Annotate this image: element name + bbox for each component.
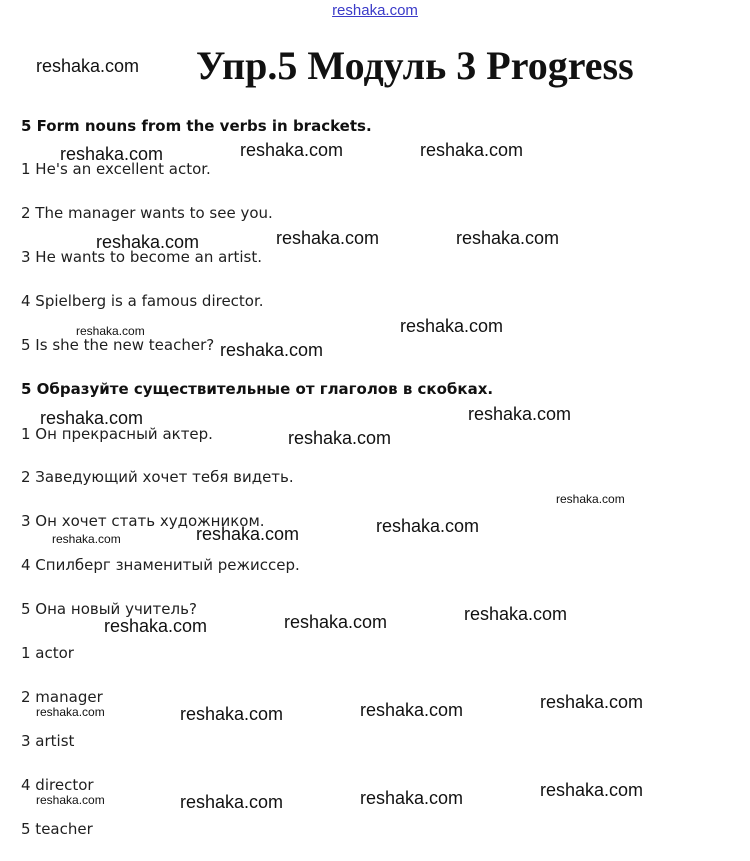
- watermark: reshaka.com: [284, 612, 388, 632]
- watermark: reshaka.com: [96, 232, 200, 252]
- sentence-en-1: 1 He's an excellent actor.: [21, 160, 211, 178]
- sentence-ru-5: 5 Она новый учитель?: [21, 600, 197, 618]
- watermark: reshaka.com: [360, 700, 464, 720]
- watermark: reshaka.com: [540, 780, 644, 800]
- watermark: reshaka.com: [464, 604, 568, 624]
- answer-5: 5 teacher: [21, 820, 93, 838]
- answer-3: 3 artist: [21, 732, 75, 750]
- page-title: Упр.5 Модуль 3 Progress: [196, 43, 634, 88]
- watermark: reshaka.com: [376, 516, 480, 536]
- sentence-en-3: 3 He wants to become an artist.: [21, 248, 262, 266]
- watermark: reshaka.com: [60, 144, 164, 164]
- sentence-ru-3: 3 Он хочет стать художником.: [21, 512, 265, 530]
- watermark: reshaka.com: [288, 428, 392, 448]
- watermark: reshaka.com: [360, 788, 464, 808]
- sentence-ru-2: 2 Заведующий хочет тебя видеть.: [21, 468, 294, 486]
- answer-1: 1 actor: [21, 644, 74, 662]
- watermark: reshaka.com: [468, 404, 572, 424]
- watermark: reshaka.com: [180, 704, 284, 724]
- watermark: reshaka.com: [40, 408, 144, 428]
- instruction-russian: 5 Образуйте существительные от глаголов в скобках.: [21, 380, 494, 398]
- answer-2: 2 manager: [21, 688, 103, 706]
- watermark: reshaka.com: [240, 140, 344, 160]
- sentence-ru-4: 4 Спилберг знаменитый режиссер.: [21, 556, 300, 574]
- watermark: reshaka.com: [420, 140, 524, 160]
- watermark: reshaka.com: [36, 793, 105, 807]
- top-site-link[interactable]: reshaka.com: [332, 2, 418, 19]
- watermark: reshaka.com: [196, 524, 300, 544]
- watermark: reshaka.com: [76, 324, 145, 338]
- watermark: reshaka.com: [180, 792, 284, 812]
- watermark: reshaka.com: [540, 692, 644, 712]
- sentence-en-2: 2 The manager wants to see you.: [21, 204, 273, 222]
- watermark: reshaka.com: [36, 705, 105, 719]
- watermark: reshaka.com: [220, 340, 324, 360]
- watermark: reshaka.com: [52, 532, 121, 546]
- instruction-english: 5 Form nouns from the verbs in brackets.: [21, 117, 372, 135]
- watermark: reshaka.com: [276, 228, 380, 248]
- watermark: reshaka.com: [556, 492, 625, 506]
- sentence-en-5: 5 Is she the new teacher?: [21, 336, 215, 354]
- watermark: reshaka.com: [400, 316, 504, 336]
- watermark: reshaka.com: [36, 56, 140, 76]
- watermark: reshaka.com: [456, 228, 560, 248]
- sentence-en-4: 4 Spielberg is a famous director.: [21, 292, 264, 310]
- answer-4: 4 director: [21, 776, 94, 794]
- sentence-ru-1: 1 Он прекрасный актер.: [21, 425, 213, 443]
- watermark: reshaka.com: [104, 616, 208, 636]
